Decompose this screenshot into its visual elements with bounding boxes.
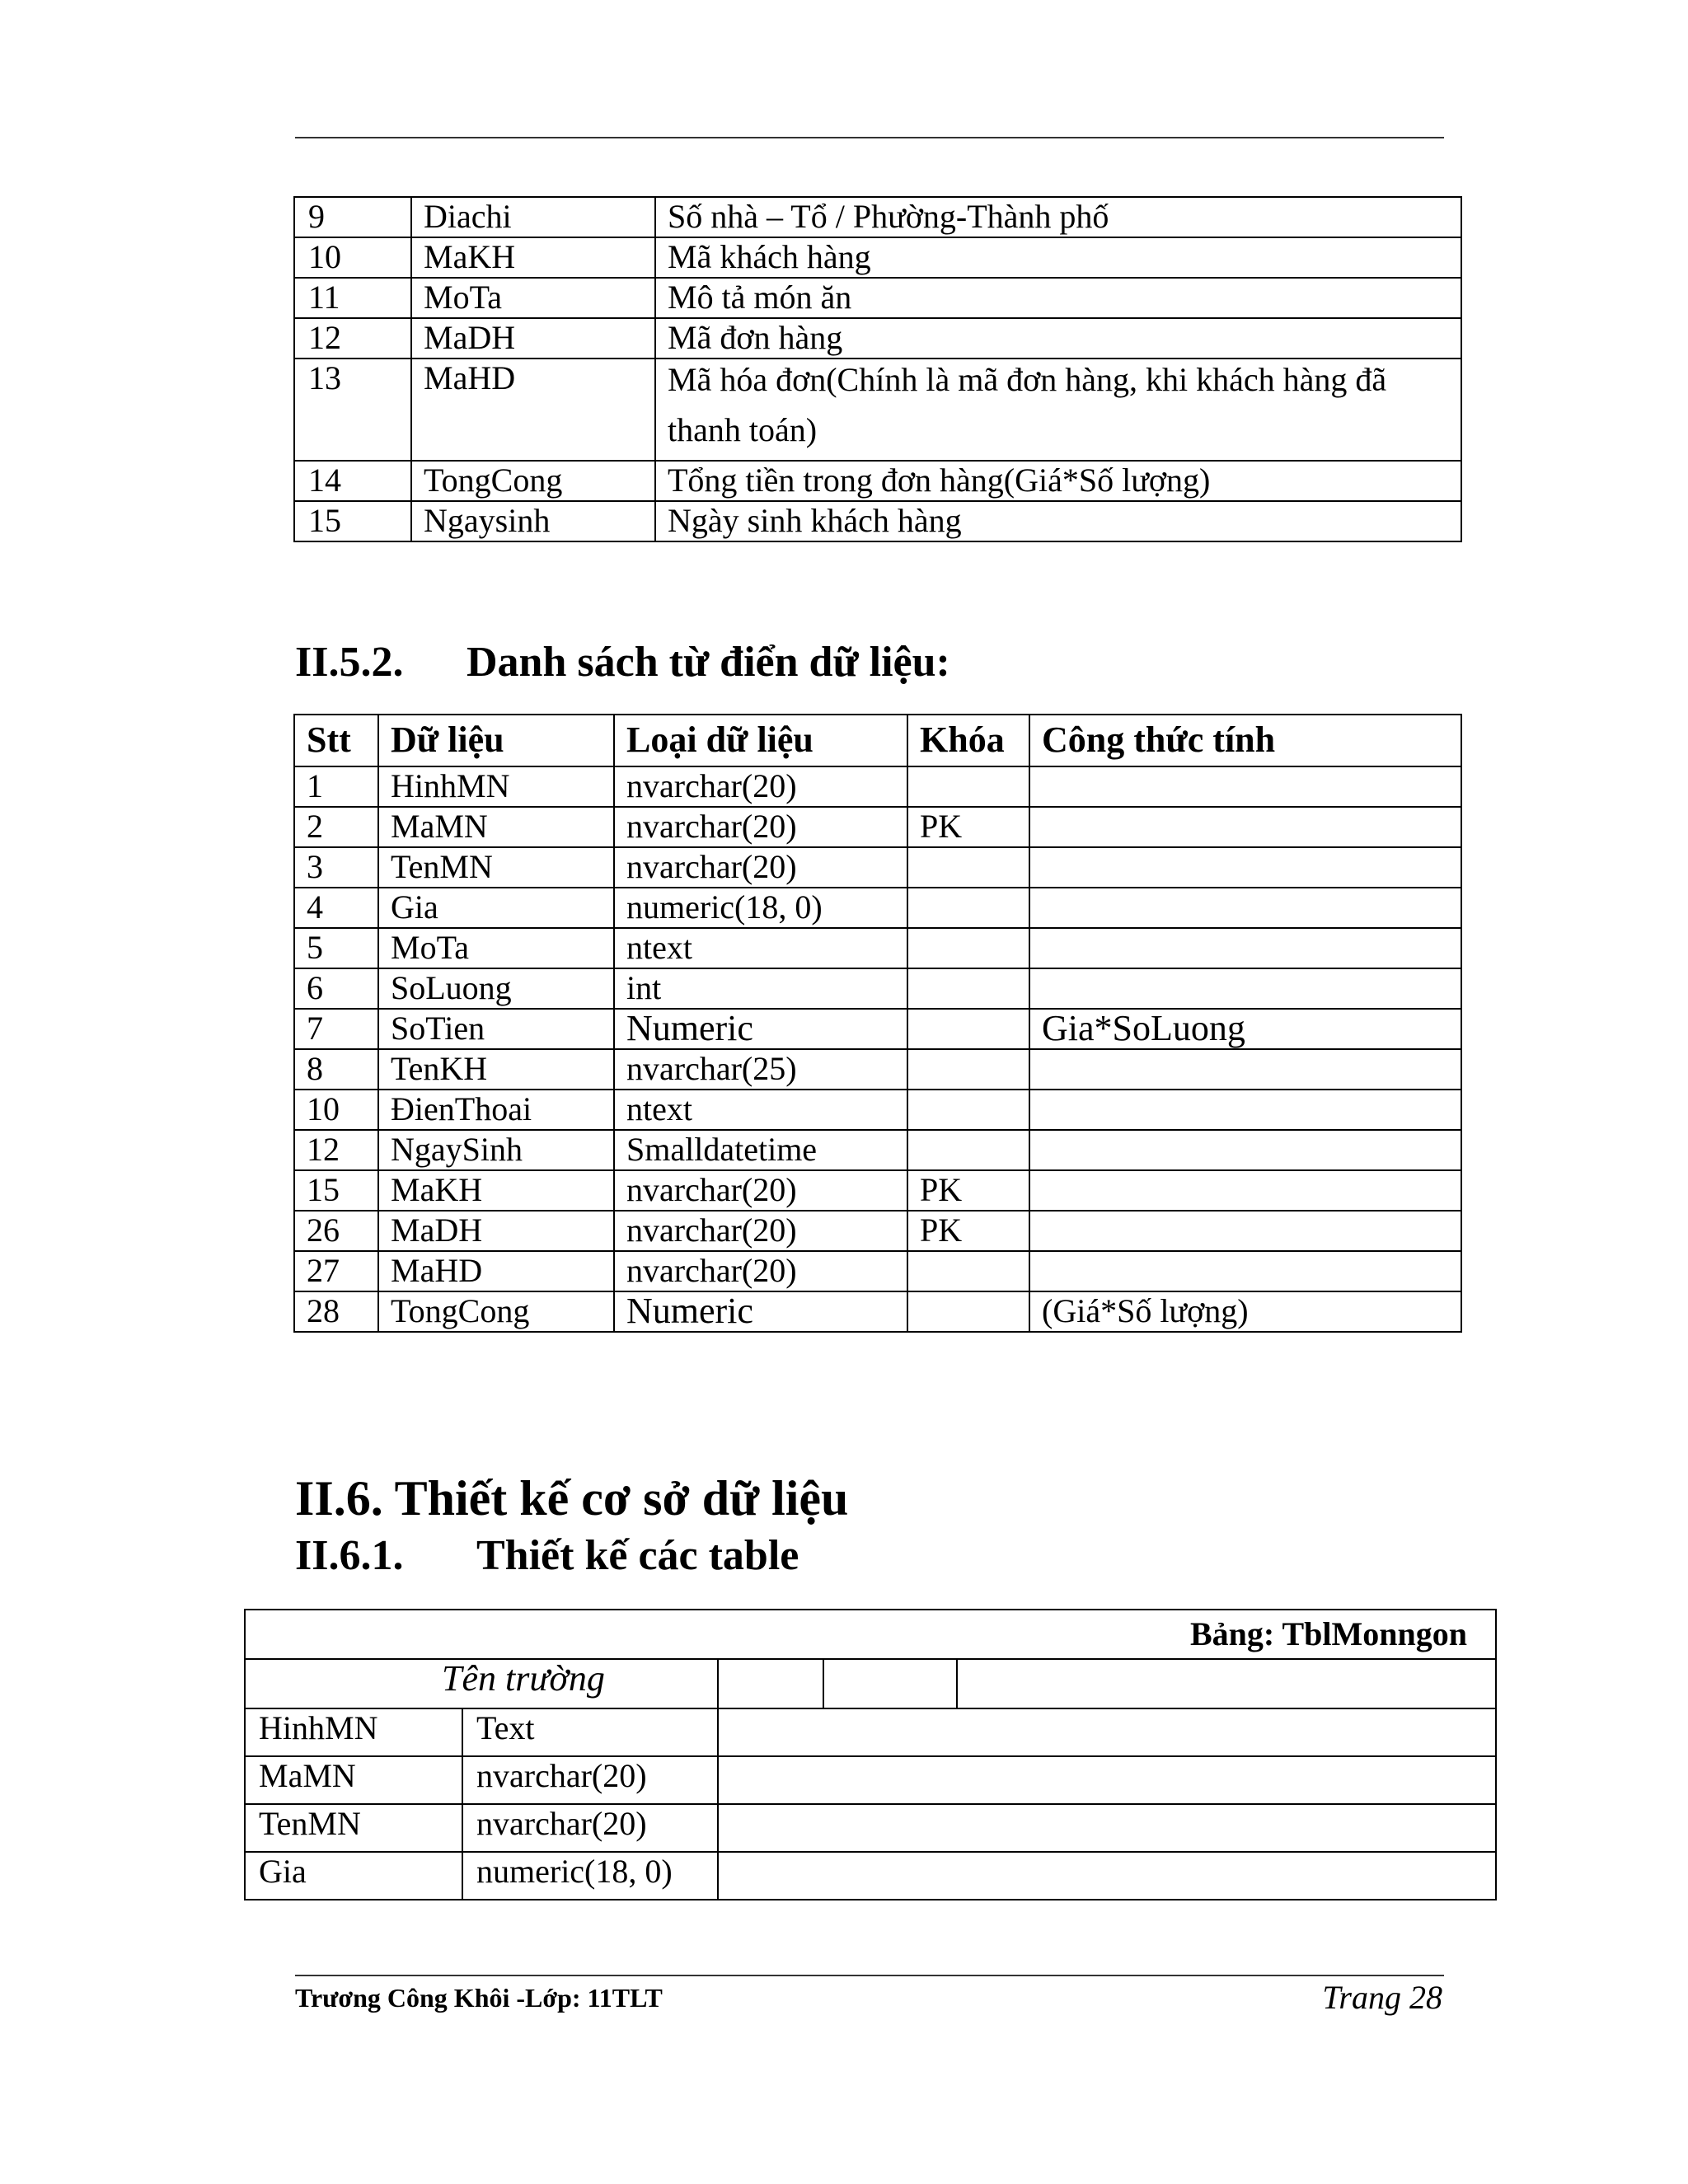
table-row	[245, 1756, 1496, 1804]
cell-key	[907, 888, 1029, 928]
row-number: 10	[294, 237, 411, 278]
cell-type: nvarchar(20)	[614, 807, 907, 847]
table-row	[294, 461, 1461, 501]
cell-formula: Gia*SoLuong	[1029, 1009, 1461, 1049]
cell-type: numeric(18, 0)	[614, 888, 907, 928]
cell-type: Numeric	[614, 1291, 907, 1332]
cell-data: MaKH	[378, 1170, 614, 1211]
field-name: MaDH	[411, 318, 655, 359]
cell-key	[907, 1130, 1029, 1170]
section-heading-6: II.6. Thiết kế cơ sở dữ liệu	[295, 1471, 849, 1526]
cell-type: nvarchar(20)	[462, 1804, 718, 1852]
section-title: Danh sách từ điển dữ liệu:	[467, 639, 950, 686]
footer-rule	[295, 1975, 1444, 1976]
cell-formula: (Giá*Số lượng)	[1029, 1291, 1461, 1332]
table-header-row	[245, 1659, 1496, 1708]
cell-empty	[718, 1804, 1496, 1852]
row-number: 11	[294, 278, 411, 318]
field-description-line-2: thanh toán)	[668, 411, 818, 448]
cell-type: ntext	[614, 1090, 907, 1130]
cell-formula	[1029, 968, 1461, 1009]
cell-formula	[1029, 1251, 1461, 1291]
cell-key	[907, 968, 1029, 1009]
cell-type: nvarchar(25)	[614, 1049, 907, 1090]
cell-type: Smalldatetime	[614, 1130, 907, 1170]
field-description: Mã khách hàng	[655, 237, 1461, 278]
cell-data: SoTien	[378, 1009, 614, 1049]
cell-field: Gia	[245, 1852, 462, 1900]
header-empty	[823, 1659, 957, 1708]
cell-key	[907, 766, 1029, 807]
cell-formula	[1029, 766, 1461, 807]
cell-formula	[1029, 1049, 1461, 1090]
table-row	[294, 359, 1461, 461]
cell-stt: 27	[294, 1251, 378, 1291]
cell-type: Numeric	[614, 1009, 907, 1049]
header-empty	[957, 1659, 1496, 1708]
cell-data: TenMN	[378, 847, 614, 888]
cell-data: ĐienThoai	[378, 1090, 614, 1130]
table-row	[294, 197, 1461, 237]
cell-stt: 15	[294, 1170, 378, 1211]
cell-data: MoTa	[378, 928, 614, 968]
cell-data: MaHD	[378, 1251, 614, 1291]
data-dictionary-table	[293, 714, 1462, 1333]
cell-stt: 10	[294, 1090, 378, 1130]
cell-type: nvarchar(20)	[462, 1756, 718, 1804]
subsection-title: Thiết kế các table	[476, 1532, 799, 1579]
cell-formula	[1029, 1211, 1461, 1251]
field-name: MoTa	[411, 278, 655, 318]
table-row	[294, 1009, 1461, 1049]
cell-type: int	[614, 968, 907, 1009]
cell-data: TongCong	[378, 1291, 614, 1332]
table-row	[245, 1708, 1496, 1756]
field-description: Ngày sinh khách hàng	[655, 501, 1461, 541]
header-empty	[718, 1659, 823, 1708]
cell-key	[907, 847, 1029, 888]
field-name: Diachi	[411, 197, 655, 237]
table-header-row	[294, 715, 1461, 766]
table-row	[294, 766, 1461, 807]
header-rule	[295, 137, 1444, 138]
table-row	[294, 888, 1461, 928]
cell-stt: 3	[294, 847, 378, 888]
table-row	[245, 1804, 1496, 1852]
cell-empty	[718, 1756, 1496, 1804]
cell-field: TenMN	[245, 1804, 462, 1852]
cell-data: MaDH	[378, 1211, 614, 1251]
table-caption-row	[245, 1610, 1496, 1659]
section-heading-61	[295, 1531, 799, 1580]
field-description: Tổng tiền trong đơn hàng(Giá*Số lượng)	[655, 461, 1461, 501]
header-data: Dữ liệu	[378, 715, 614, 766]
cell-data: MaMN	[378, 807, 614, 847]
table-row	[294, 237, 1461, 278]
cell-formula	[1029, 888, 1461, 928]
section-number: II.5.2.	[295, 639, 404, 686]
cell-formula	[1029, 928, 1461, 968]
subsection-number: II.6.1.	[295, 1532, 404, 1579]
row-number: 14	[294, 461, 411, 501]
table-row	[294, 278, 1461, 318]
cell-type: nvarchar(20)	[614, 1170, 907, 1211]
cell-type: nvarchar(20)	[614, 766, 907, 807]
cell-key	[907, 1291, 1029, 1332]
table-row	[294, 1211, 1461, 1251]
cell-formula	[1029, 1130, 1461, 1170]
field-name: TongCong	[411, 461, 655, 501]
cell-stt: 4	[294, 888, 378, 928]
field-description: Mã đơn hàng	[655, 318, 1461, 359]
cell-stt: 26	[294, 1211, 378, 1251]
cell-key: PK	[907, 1170, 1029, 1211]
page-number: Trang 28	[1322, 1979, 1442, 2016]
cell-formula	[1029, 847, 1461, 888]
field-description: Số nhà – Tổ / Phường-Thành phố	[655, 197, 1461, 237]
cell-formula	[1029, 807, 1461, 847]
field-name: MaHD	[411, 359, 655, 461]
header-key: Khóa	[907, 715, 1029, 766]
cell-key: PK	[907, 1211, 1029, 1251]
field-description-table	[293, 196, 1462, 542]
cell-stt: 12	[294, 1130, 378, 1170]
cell-type: nvarchar(20)	[614, 847, 907, 888]
cell-stt: 28	[294, 1291, 378, 1332]
table-caption: Bảng: TblMonngon	[245, 1610, 1496, 1659]
header-stt: Stt	[294, 715, 378, 766]
cell-key: PK	[907, 807, 1029, 847]
row-number: 15	[294, 501, 411, 541]
table-row	[294, 318, 1461, 359]
cell-data: TenKH	[378, 1049, 614, 1090]
row-number: 12	[294, 318, 411, 359]
table-row	[294, 1130, 1461, 1170]
table-row	[294, 928, 1461, 968]
cell-key	[907, 928, 1029, 968]
cell-formula	[1029, 1170, 1461, 1211]
header-type: Loại dữ liệu	[614, 715, 907, 766]
cell-stt: 5	[294, 928, 378, 968]
footer-author: Trương Công Khôi -Lớp: 11TLT	[295, 1983, 663, 2013]
field-description	[655, 359, 1461, 461]
table-row	[294, 1291, 1461, 1332]
section-heading-552	[295, 638, 950, 687]
table-row	[294, 968, 1461, 1009]
cell-data: NgaySinh	[378, 1130, 614, 1170]
cell-field: MaMN	[245, 1756, 462, 1804]
cell-stt: 2	[294, 807, 378, 847]
row-number: 13	[294, 359, 411, 461]
field-name: Ngaysinh	[411, 501, 655, 541]
cell-formula	[1029, 1090, 1461, 1130]
cell-key	[907, 1251, 1029, 1291]
table-design-tblmonngon	[244, 1609, 1497, 1900]
cell-key	[907, 1090, 1029, 1130]
cell-type: nvarchar(20)	[614, 1251, 907, 1291]
field-description-line-1: Mã hóa đơn(Chính là mã đơn hàng, khi khách hàng đã	[668, 361, 1387, 398]
table-row	[294, 1251, 1461, 1291]
cell-type: Text	[462, 1708, 718, 1756]
row-number: 9	[294, 197, 411, 237]
cell-stt: 8	[294, 1049, 378, 1090]
cell-stt: 7	[294, 1009, 378, 1049]
table-row	[294, 501, 1461, 541]
table-row	[294, 1049, 1461, 1090]
table-row	[294, 847, 1461, 888]
field-description: Mô tả món ăn	[655, 278, 1461, 318]
table-row	[294, 1090, 1461, 1130]
cell-type: numeric(18, 0)	[462, 1852, 718, 1900]
header-formula: Công thức tính	[1029, 715, 1461, 766]
cell-stt: 1	[294, 766, 378, 807]
cell-empty	[718, 1852, 1496, 1900]
cell-stt: 6	[294, 968, 378, 1009]
cell-data: HinhMN	[378, 766, 614, 807]
cell-key	[907, 1009, 1029, 1049]
field-name: MaKH	[411, 237, 655, 278]
cell-data: SoLuong	[378, 968, 614, 1009]
table-row	[294, 1170, 1461, 1211]
header-field-name: Tên trường	[245, 1659, 718, 1708]
table-row	[294, 807, 1461, 847]
cell-empty	[718, 1708, 1496, 1756]
cell-data: Gia	[378, 888, 614, 928]
table-row	[245, 1852, 1496, 1900]
cell-type: ntext	[614, 928, 907, 968]
cell-type: nvarchar(20)	[614, 1211, 907, 1251]
cell-field: HinhMN	[245, 1708, 462, 1756]
cell-key	[907, 1049, 1029, 1090]
